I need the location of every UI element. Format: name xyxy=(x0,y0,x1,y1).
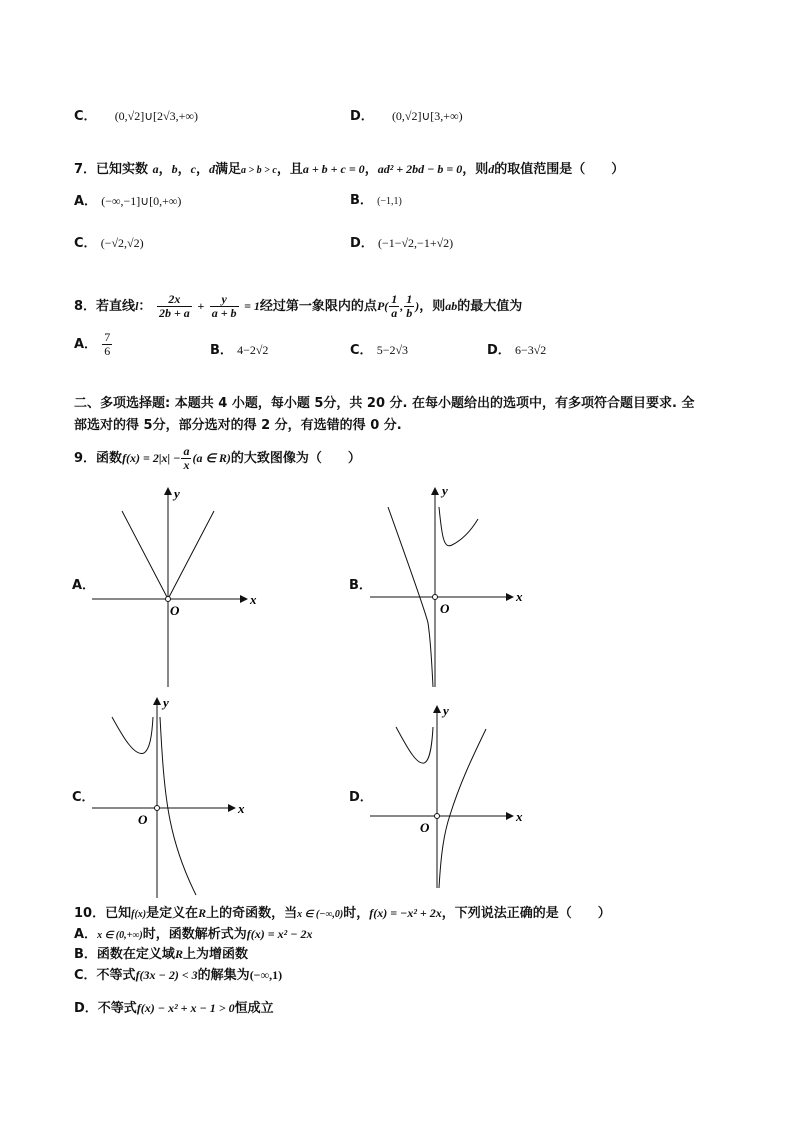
numerator: 1 xyxy=(391,292,398,306)
stem-text: 时， xyxy=(343,906,370,921)
q8-option-b xyxy=(210,342,268,359)
fraction xyxy=(181,445,191,472)
origin-label: O xyxy=(420,820,430,835)
stem-text: 是定义在 xyxy=(146,906,199,921)
curve-left xyxy=(112,717,153,753)
stem-text: 的取值范围是（ ） xyxy=(494,162,625,177)
option-label: A． xyxy=(74,194,98,209)
math-expr: f(x) = −x² + 2x xyxy=(369,906,442,920)
question-number: 7． xyxy=(74,162,97,177)
stem-text: ， xyxy=(177,162,191,177)
math-expr: f(x) xyxy=(131,909,147,920)
math-expr: (−∞,1) xyxy=(249,968,283,982)
q7-option-c xyxy=(74,235,144,252)
stem-text: 满足 xyxy=(214,162,241,177)
q9-graph-b xyxy=(368,483,538,690)
origin-label: O xyxy=(440,601,450,616)
option-text: 时，函数解析式为 xyxy=(142,927,247,942)
q10-option-a xyxy=(74,926,312,944)
q8-option-d xyxy=(487,342,546,359)
x-axis-arrow xyxy=(240,595,248,603)
math-expr: a > b > c xyxy=(240,165,277,176)
stem-text: 上的奇函数，当 xyxy=(206,906,298,921)
q7-option-d xyxy=(350,235,453,252)
option-label: C． xyxy=(74,236,97,251)
math-var: d xyxy=(208,162,215,176)
q9-option-c-label: C． xyxy=(72,790,95,805)
denominator: a xyxy=(391,306,398,320)
numerator: 1 xyxy=(406,292,413,306)
option-text: 的解集为 xyxy=(197,968,250,983)
origin-dot xyxy=(155,806,160,811)
y-label: y xyxy=(174,486,180,501)
curve-right xyxy=(439,729,486,888)
numerator: a xyxy=(183,444,190,458)
q9-option-d-label: D． xyxy=(349,790,373,805)
stem-text: ，且 xyxy=(276,162,303,177)
math-op: + xyxy=(197,299,205,313)
option-text: 不等式 xyxy=(96,968,136,983)
option-label: B． xyxy=(210,343,233,358)
denominator: 6 xyxy=(104,344,111,358)
stem-text: ， xyxy=(364,162,378,177)
fraction xyxy=(389,293,399,320)
denominator: a + b xyxy=(211,306,237,320)
option-text: (0,√2]∪[2√3,+∞) xyxy=(114,109,198,123)
stem-text: ，则 xyxy=(419,299,446,314)
y-axis-arrow xyxy=(433,705,441,713)
math-expr: (a ∈ R) xyxy=(192,451,231,465)
stem-text: 经过第一象限内的点 xyxy=(259,299,377,314)
x-axis-arrow xyxy=(228,804,236,812)
math-var: a xyxy=(152,162,159,176)
x-axis-arrow xyxy=(506,812,514,820)
math-expr: f(x) − x² + x − 1 > 0 xyxy=(136,1001,235,1015)
x-label: x xyxy=(250,592,257,607)
math-expr: a + b + c = 0 xyxy=(302,162,365,176)
y-axis-arrow xyxy=(431,487,439,495)
y-label: y xyxy=(442,483,448,498)
stem-text: 的大致图像为（ ） xyxy=(230,451,361,466)
denominator: x xyxy=(183,458,190,472)
option-label: C． xyxy=(74,968,97,983)
q7-stem xyxy=(74,161,624,179)
math-var: P( xyxy=(376,299,389,313)
fraction xyxy=(404,293,414,320)
option-label: A． xyxy=(74,337,98,352)
stem-text: ： xyxy=(138,299,152,314)
math-var: ab xyxy=(445,299,458,313)
question-number: 8． xyxy=(74,299,97,314)
q6-option-c xyxy=(74,108,198,125)
math-var: c xyxy=(190,162,196,176)
option-text: 上为增函数 xyxy=(182,947,248,962)
origin-label: O xyxy=(170,603,180,618)
option-text: (−1,1) xyxy=(377,196,402,207)
option-label: D． xyxy=(350,236,374,251)
stem-text: ，下列说法正确的是（ ） xyxy=(441,906,611,921)
math-var: d xyxy=(488,162,495,176)
q9-option-a-label: A． xyxy=(72,578,96,593)
y-label: y xyxy=(443,703,449,718)
x-axis-arrow xyxy=(506,593,514,601)
option-label: C． xyxy=(74,109,97,124)
option-label: B． xyxy=(350,193,373,208)
option-text: 6−3√2 xyxy=(514,343,547,357)
math-var: b xyxy=(171,162,178,176)
math-expr: f(x) = x² − 2x xyxy=(246,927,313,941)
q8-option-c xyxy=(350,342,408,359)
q7-option-a xyxy=(74,193,181,210)
q7-option-b xyxy=(350,193,402,210)
option-label: A． xyxy=(74,927,98,942)
option-text: (0,√2]∪[3,+∞) xyxy=(391,109,463,123)
denominator: b xyxy=(406,306,413,320)
math-expr: ad² + 2bd − b = 0 xyxy=(377,162,463,176)
option-label: D． xyxy=(74,1001,98,1016)
origin-dot xyxy=(433,595,438,600)
stem-text: 的最大值为 xyxy=(457,299,523,314)
question-number: 10． xyxy=(74,906,106,921)
origin-dot xyxy=(435,814,440,819)
x-label: x xyxy=(516,589,523,604)
question-number: 9． xyxy=(74,451,97,466)
option-label: D． xyxy=(487,343,511,358)
option-text: 恒成立 xyxy=(234,1001,274,1016)
numerator: 2x xyxy=(157,293,192,307)
x-label: x xyxy=(238,801,245,816)
origin-dot xyxy=(166,597,171,602)
denominator: 2b + a xyxy=(158,306,190,320)
q10-option-b xyxy=(74,946,248,963)
math-var: R xyxy=(174,947,183,961)
fraction xyxy=(157,293,192,320)
option-text: (−1−√2,−1+√2) xyxy=(377,236,454,250)
math-expr: f(3x − 2) < 3 xyxy=(135,968,198,982)
curve-right xyxy=(439,507,478,546)
math-expr: x ∈ (0,+∞) xyxy=(97,930,143,941)
y-label: y xyxy=(163,695,169,710)
option-text: 5−2√3 xyxy=(376,343,409,357)
q8-stem xyxy=(74,291,522,322)
option-text: (−∞,−1]∪[0,+∞) xyxy=(101,194,182,208)
section-heading-line1: 二、多项选择题: 本题共 4 小题，每小题 5分，共 20 分. 在每小题给出的选项中，有多项符合题目要求. 全 xyxy=(74,396,695,411)
math-op: ) xyxy=(415,299,420,313)
option-text: (−√2,√2) xyxy=(100,236,144,250)
option-text: 函数在定义域 xyxy=(96,947,175,962)
q9-graph-c xyxy=(90,695,260,900)
numerator: 7 xyxy=(104,330,111,344)
math-var: l xyxy=(135,299,139,313)
math-var: R xyxy=(198,906,207,920)
q8-option-a xyxy=(74,330,113,360)
option-label: D． xyxy=(350,109,374,124)
curve-left xyxy=(396,727,433,763)
x-label: x xyxy=(516,809,523,824)
fraction xyxy=(102,331,112,358)
stem-text: ， xyxy=(158,162,172,177)
q6-option-d xyxy=(350,108,463,125)
stem-text: 若直线 xyxy=(96,299,136,314)
curve-right xyxy=(160,717,196,895)
option-label: C． xyxy=(350,343,373,358)
math-expr: f(x) = 2|x| − xyxy=(122,451,181,465)
q10-stem xyxy=(74,905,611,923)
origin-label: O xyxy=(138,812,148,827)
y-axis-arrow xyxy=(164,487,172,495)
q9-option-b-label: B． xyxy=(349,578,372,593)
math-expr: x ∈ (−∞,0) xyxy=(297,909,344,920)
q9-graph-a xyxy=(90,485,260,690)
stem-text: 已知 xyxy=(105,906,132,921)
option-text: 4−2√2 xyxy=(237,343,269,357)
y-axis-arrow xyxy=(153,697,161,705)
q9-graph-d xyxy=(368,703,538,898)
numerator: y xyxy=(210,293,239,307)
option-text: 不等式 xyxy=(97,1001,137,1016)
fraction xyxy=(210,293,239,320)
stem-text: ， xyxy=(195,162,209,177)
section-heading-line2: 部选对的得 5分，部分选对的得 2 分，有选错的得 0 分. xyxy=(74,418,402,433)
stem-text: ，则 xyxy=(462,162,489,177)
q9-stem xyxy=(74,443,361,474)
q10-option-d xyxy=(74,1000,274,1017)
option-label: B． xyxy=(74,947,97,962)
math-op: = 1 xyxy=(244,299,260,313)
math-op: , xyxy=(400,299,404,313)
stem-text: 已知实数 xyxy=(96,162,149,177)
stem-text: 函数 xyxy=(96,451,123,466)
q10-option-c xyxy=(74,967,282,984)
